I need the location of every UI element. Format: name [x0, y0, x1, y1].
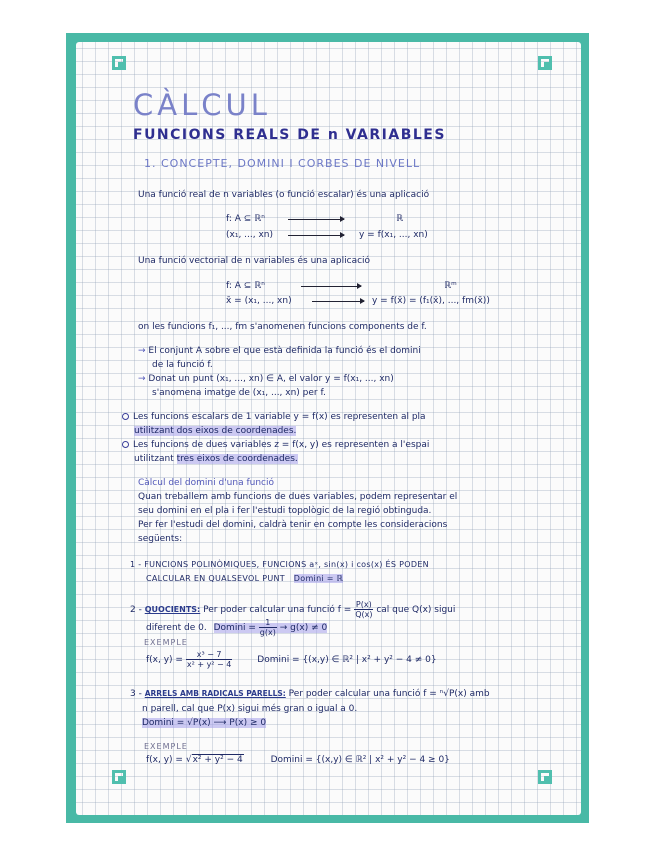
calc-body-4: següents:	[138, 534, 183, 544]
frac-num: P(x)	[355, 600, 372, 609]
example-label: EXEMPLE	[144, 638, 188, 647]
item3-heading: ARRELS AMB RADICALS PARELLS:	[144, 689, 286, 698]
point-domain-text: El conjunt A sobre el que està definida la funció és el domini	[148, 346, 421, 356]
ex-num: x³ − 7	[186, 650, 233, 660]
domain-fraction	[259, 618, 277, 637]
item3-line2: n parell, cal que P(x) sigui més gran o igual a 0.	[142, 704, 358, 714]
bullet-two-vars-text: Les funcions de dues variables z = f(x, y) es representen a l'espai	[133, 440, 430, 450]
bullet-two-vars-cont	[134, 452, 298, 466]
highlighted-text: utilitzant dos eixos de coordenades.	[134, 426, 297, 436]
corner-marker-icon	[112, 770, 126, 784]
bullet-two-vars-pre: utilitzant	[134, 454, 174, 464]
item1-text-b: CALCULAR EN QUALSEVOL PUNT	[146, 574, 285, 583]
map2-input: x̄ = (x₁, ..., xn)	[226, 296, 292, 306]
item2-text-2: cal que Q(x) sigui	[376, 605, 456, 615]
ex-den: x² + y² − 4	[186, 660, 232, 669]
calc-body-3: Per fer l'estudi del domini, caldrà tenir en compte les consideracions	[138, 520, 448, 530]
bullet-scalar	[122, 410, 426, 424]
item2-domain	[213, 618, 328, 637]
item1-line2	[146, 572, 343, 586]
item2-line2	[146, 618, 327, 637]
section-heading: 1. CONCEPTE, DOMINI I CORBES DE NIVELL	[144, 157, 421, 170]
arrow-right-icon: →	[279, 623, 288, 633]
item1-line1	[130, 558, 429, 572]
definition-scalar: Una funció real de n variables (o funció escalar) és una aplicació	[138, 190, 430, 200]
item2-domain-pre: Domini =	[213, 623, 259, 633]
item2-heading: QUOCIENTS:	[144, 605, 201, 614]
item3-line3	[142, 716, 266, 730]
frac-den: Q(x)	[355, 610, 373, 619]
item2-text: Per poder calcular una funció f =	[203, 605, 352, 615]
item3-prefix: 3 -	[130, 689, 142, 699]
ex3-function: f(x, y) =	[146, 755, 183, 765]
map1-input: (x₁, ..., xn)	[226, 230, 274, 240]
quotient-fraction	[354, 600, 373, 619]
example-fraction	[186, 650, 233, 669]
arrow-right-icon: →	[138, 374, 146, 384]
item2-example	[146, 650, 437, 669]
ex3-domain: Domini = {(x,y) ∈ ℝ² | x² + y² − 4 ≥ 0}	[270, 755, 450, 765]
bullet-icon	[122, 441, 129, 448]
point-image-text: Donat un punt (x₁, ..., xn) ∈ A, el valor y = f(x₁, ..., xn)	[148, 374, 394, 384]
bullet-scalar-text: Les funcions escalars de 1 variable y = f(x) es representen al pla	[133, 412, 426, 422]
item2-text-b: diferent de 0.	[146, 623, 207, 633]
map1-codomain: ℝ	[396, 214, 404, 224]
corner-marker-icon	[112, 56, 126, 70]
item3-example	[146, 753, 450, 767]
map2-domain: f: A ⊆ ℝⁿ	[226, 281, 265, 291]
dom-frac-num: 1	[259, 618, 277, 628]
bullet-two-vars	[122, 438, 429, 452]
item2-prefix: 2 -	[130, 605, 142, 615]
item2-line1	[130, 600, 455, 619]
definition-vector: Una funció vectorial de n variables és una aplicació	[138, 256, 371, 266]
corner-marker-icon	[538, 56, 552, 70]
subsection-title: Càlcul del domini d'una funció	[138, 478, 274, 488]
example-label: EXEMPLE	[144, 742, 188, 751]
ex-domain: Domini = {(x,y) ∈ ℝ² | x² + y² − 4 ≠ 0}	[257, 655, 437, 665]
point-image	[138, 372, 394, 386]
bullet-scalar-cont	[134, 424, 296, 438]
item3-line1	[130, 687, 490, 701]
sqrt-icon: √	[185, 755, 192, 765]
corner-marker-icon	[538, 770, 552, 784]
ex-function: f(x, y) =	[146, 655, 183, 665]
arrow-icon	[312, 301, 364, 302]
arrow-icon	[301, 286, 361, 287]
dom-frac-den: g(x)	[259, 628, 276, 637]
map2-codomain: ℝᵐ	[444, 281, 457, 291]
item1-prefix: 1 -	[130, 560, 142, 569]
point-domain-cont: de la funció f.	[152, 360, 213, 370]
item3-text: Per poder calcular una funció f = ⁿ√P(x) amb	[288, 689, 490, 699]
map1-domain: f: A ⊆ ℝⁿ	[226, 214, 265, 224]
point-image-cont: s'anomena imatge de (x₁, ..., xn) per f.	[152, 388, 326, 398]
arrow-icon	[288, 219, 344, 220]
ex3-radicand: x² + y² − 4	[192, 755, 243, 765]
point-domain	[138, 344, 421, 358]
calc-body-2: seu domini en el pla i fer l'estudi topològic de la regió obtinguda.	[138, 506, 432, 516]
page-title: CÀLCUL	[133, 88, 271, 122]
notebook-page	[76, 42, 581, 815]
calc-body-1: Quan treballem amb funcions de dues variables, podem representar el	[138, 492, 458, 502]
item2-domain-post: g(x) ≠ 0	[290, 623, 328, 633]
components-note: on les funcions f₁, ..., fm s'anomenen funcions components de f.	[138, 322, 427, 332]
highlighted-text: tres eixos de coordenades.	[176, 454, 298, 464]
page-subtitle: FUNCIONS REALS DE n VARIABLES	[133, 127, 446, 143]
arrow-icon	[288, 235, 344, 236]
map1-output: y = f(x₁, ..., xn)	[359, 230, 428, 240]
map2-output: y = f(x̄) = (f₁(x̄), ..., fm(x̄))	[372, 296, 490, 306]
item1-text: FUNCIONS POLINÒMIQUES, FUNCIONS aˣ, sin(x) i cos(x) ÉS PODEN	[144, 560, 429, 569]
item1-domain: Domini = ℝ	[293, 574, 344, 583]
arrow-right-icon: →	[138, 346, 146, 356]
bullet-icon	[122, 413, 129, 420]
item3-domain: Domini = √P(x) ⟶ P(x) ≥ 0	[142, 718, 267, 728]
